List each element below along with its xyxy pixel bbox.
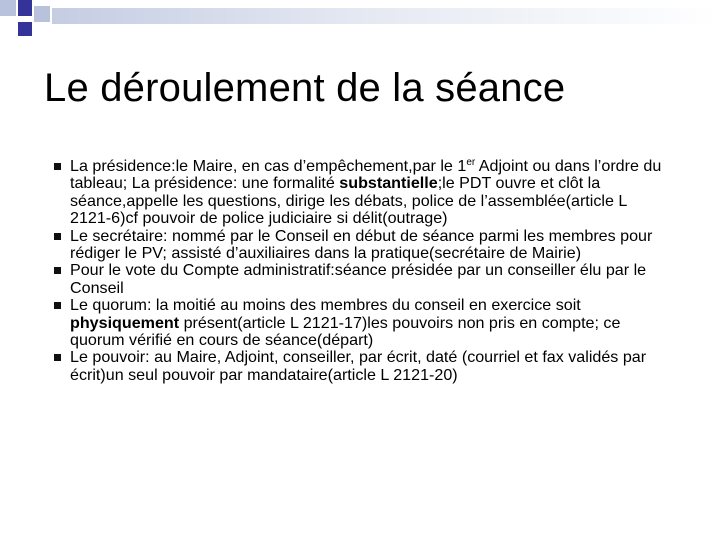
bullet-text: présent(article L 2121-17)les pouvoirs non pris en compte; ce quorum vérifié en cours de séance(départ) bbox=[70, 313, 621, 350]
bold-text: substantielle bbox=[339, 174, 438, 193]
header-decoration bbox=[0, 0, 720, 50]
decor-square bbox=[0, 0, 16, 16]
bullet-text: Pour le vote du Compte administratif:séance présidée par un conseiller élu par le Conseil bbox=[70, 261, 647, 297]
bullet-item-presidence bbox=[54, 158, 664, 228]
bullet-item-secretaire bbox=[54, 228, 664, 263]
bullet-text: Le quorum: la moitié au moins des membres du conseil en exercice soit bbox=[70, 296, 581, 315]
bullet-item-quorum bbox=[54, 297, 664, 349]
superscript: er bbox=[466, 157, 476, 168]
bullet-text: Adjoint ou dans l’ordre du tableau; La présidence: une formalité bbox=[70, 157, 662, 193]
bullet-list bbox=[54, 158, 664, 384]
bullet-text: ;le PDT ouvre et clôt la séance,appelle les questions, dirige les débats, police de l’assemblée(article L 2121-6)cf pouvoir de police judiciaire si délit(outrage) bbox=[70, 174, 627, 228]
bullet-text: La présidence:le Maire, en cas d’empêchement,par le 1 bbox=[70, 157, 467, 175]
square-bullet-icon bbox=[54, 267, 61, 274]
bullet-item-compte-administratif bbox=[54, 262, 664, 297]
decor-square bbox=[18, 0, 32, 16]
slide-title: Le déroulement de la séance bbox=[44, 66, 566, 110]
decor-square bbox=[18, 22, 32, 36]
square-bullet-icon bbox=[54, 233, 61, 240]
decor-square bbox=[34, 6, 50, 22]
decor-gradient-bar bbox=[52, 8, 720, 24]
bullet-text: Le pouvoir: au Maire, Adjoint, conseiller, par écrit, daté (courriel et fax validés par écrit)un seul pouvoir par mandataire(article L 2121-20) bbox=[70, 348, 647, 384]
bullet-text: Le secrétaire: nommé par le Conseil en début de séance parmi les membres pour rédiger le PV; assisté d’auxiliaires dans la pratique(secrétaire de Mairie) bbox=[70, 226, 653, 263]
square-bullet-icon bbox=[54, 163, 61, 170]
square-bullet-icon bbox=[54, 302, 61, 309]
bullet-item-pouvoir bbox=[54, 349, 664, 384]
square-bullet-icon bbox=[54, 354, 61, 361]
bold-text: physiquement bbox=[70, 313, 180, 332]
